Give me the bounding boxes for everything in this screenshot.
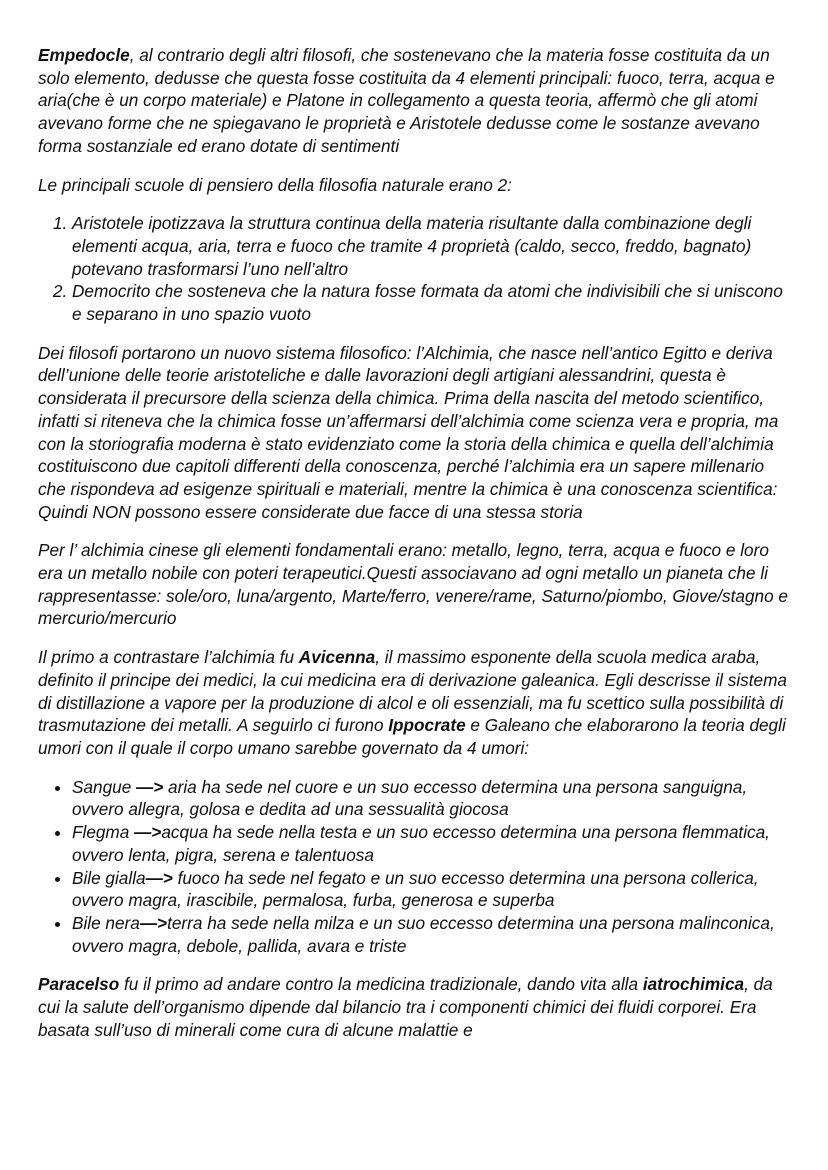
list-item: 1. Aristotele ipotizzava la struttura continua della materia risultante dalla combinazione degli elementi acqua, aria, terra e fuoco che tramite 4 proprietà (caldo, secco, freddo, bagnato) potevano trasformarsi l’uno nell’altro: [72, 212, 792, 280]
term-iatrochimica: iatrochimica: [642, 974, 745, 995]
paragraph-avicenna: Il primo a contrastare l’alchimia fu Avicenna, il massimo esponente della scuola medica araba, definito il principe dei medici, la cui medicina era di derivazione galeanica. Egli descrisse il sistema di distillazione a vapore per la produzione di alcol e oli essenziali, ma fu scettico sulla possibilità di trasmutazione dei metalli. A seguirlo ci furono Ippocrate e Galeano che elaborarono la teoria degli umori con il quale il corpo umano sarebbe governato da 4 umori:: [38, 647, 787, 758]
term-ippocrate: Ippocrate: [388, 715, 466, 736]
term-paracelso: Paracelso: [38, 974, 120, 995]
paragraph-alchimia-cinese: Per l’ alchimia cinese gli elementi fondamentali erano: metallo, legno, terra, acqua e fuoco e loro era un metallo nobile con poteri terapeutici.Questi associavano ad ogni metallo un pianeta che li rappresentasse: sole/oro, luna/argento, Marte/ferro, venere/rame, Saturno/piombo, Giove/stagno e mercurio/mercurio: [38, 540, 788, 629]
list-item: 2. Democrito che sosteneva che la natura fosse formata da atomi che indivisibili che si uniscono e separano in uno spazio vuoto: [72, 280, 792, 325]
arrow: —>: [145, 867, 173, 888]
paragraph-empedocle: Empedocle, al contrario degli altri filosofi, che sostenevano che la materia fosse costituita da un solo elemento, dedusse che questa fosse costituita da 4 elementi principali: fuoco, terra, acqua e aria(che è un corpo materiale) e Platone in collegamento a questa teoria, affermò che gli atomi avevano forme che ne spiegavano le proprietà e Aristotele dedusse come le sostanze avevano forma sostanziale ed erano dotate di sentimenti: [38, 45, 775, 156]
arrow: —>: [134, 822, 162, 843]
paragraph-paracelso: Paracelso fu il primo ad andare contro la medicina tradizionale, dando vita alla iatrochimica, da cui la salute dell’organismo dipende dal bilancio tra i componenti chimici dei fluidi corporei. Era basata sull’uso di minerali come cura di alcune malattie e: [38, 974, 773, 1040]
list-item: • Flegma —>acqua ha sede nella testa e un suo eccesso determina una persona flemmatica, ovvero lenta, pigra, serena e talentuosa: [72, 821, 792, 866]
schools-list: [38, 212, 792, 326]
term-avicenna: Avicenna: [298, 647, 376, 668]
list-item: • Bile gialla—> fuoco ha sede nel fegato e un suo eccesso determina una persona collerica, ovvero magra, irascibile, permalosa, furba, generosa e superba: [72, 867, 792, 912]
list-item: • Bile nera—>terra ha sede nella milza e un suo eccesso determina una persona malinconica, ovvero magra, debole, pallida, avara e triste: [72, 912, 792, 957]
humors-list: [38, 776, 792, 958]
arrow: —>: [136, 776, 164, 797]
paragraph-alchimia: Dei filosofi portarono un nuovo sistema filosofico: l’Alchimia, che nasce nell’antico Egitto e deriva dell’unione delle teorie aristoteliche e dalle lavorazioni degli artigiani alessandrini, questa è considerata il precursore della scienza della chimica. Prima della nascita del metodo scientifico, infatti si riteneva che la chimica fosse un’affermarsi dell’alchimia come scienza vera e propria, ma con la storiografia moderna è stato evidenziato come la storia della chimica e quella dell’alchimia costituiscono due capitoli differenti della conoscenza, perché l’alchimia era un sapere millenario che rispondeva ad esigenze spirituali e materiali, mentre la chimica è una conoscenza scientifica: Quindi NON possono essere considerate due facce di una stessa storia: [38, 342, 779, 522]
arrow: —>: [139, 912, 168, 933]
paragraph-schools-intro: Le principali scuole di pensiero della filosofia naturale erano 2:: [38, 174, 512, 195]
term-empedocle: Empedocle: [38, 45, 130, 65]
list-item: • Sangue —> aria ha sede nel cuore e un suo eccesso determina una persona sanguigna, ovvero allegra, golosa e dedita ad una sessualità giocosa: [72, 776, 792, 821]
